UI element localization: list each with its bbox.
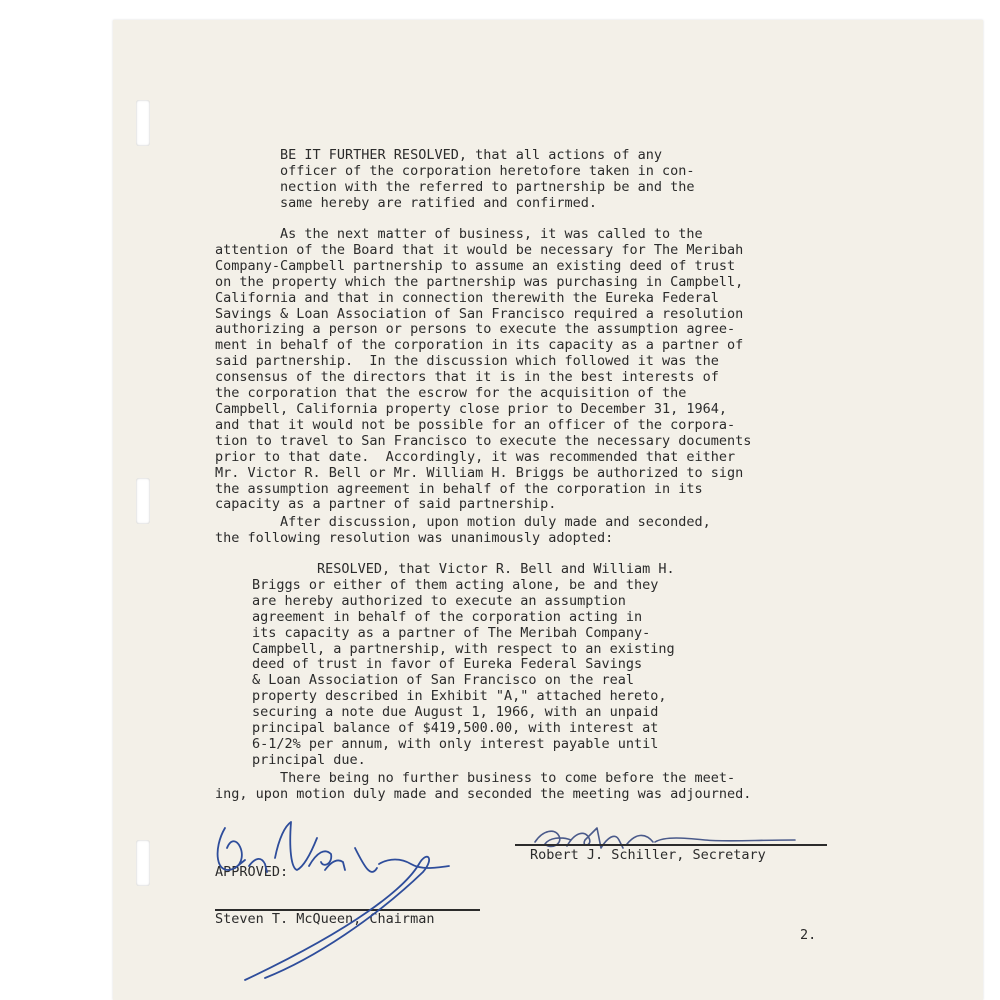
paragraph-after-discussion: After discussion, upon motion duly made and seconded, the following resolution was unanimously adopted: xyxy=(215,514,711,546)
paragraph-further-resolved: BE IT FURTHER RESOLVED, that all actions of any officer of the corporation heretofore taken in con- nection with the referred to partnership be and the same hereby are ratified and confirmed. xyxy=(280,147,695,211)
paragraph-adjourned: There being no further business to come before the meet- ing, upon motion duly made and seconded the meeting was adjourned. xyxy=(215,770,752,802)
paragraph-next-matter: As the next matter of business, it was called to the attention of the Board that it would be necessary for The Meribah Company-Campbell partnership to assume an existing deed of trust on the property which the partnership was purchasing in Campbell, California and that in connection therewith the Eureka Federal Savings & Loan Association of San Francisco required a resolution authorizing a person or persons to execute the assumption agree- ment in behalf of the corporation in its capacity as a partner of said partnership. In the discussion which followed it was the consensus of the directors that it is in the best interests of the corporation that the escrow for the acquisition of the Campbell, California property close prior to December 31, 1964, and that it would not be possible for an officer of the corpora- tion to travel to San Francisco to execute the necessary documents prior to that date. Accordingly, it was recommended that either Mr. Victor R. Bell or Mr. William H. Briggs be authorized to sign the assumption agreement in behalf of the corporation in its capacity as a partner of said partnership. xyxy=(215,226,752,513)
binder-hole xyxy=(136,840,150,886)
binder-hole xyxy=(136,478,150,524)
paragraph-resolved: RESOLVED, that Victor R. Bell and William H. Briggs or either of them acting alone, be and they are hereby authorized to execute an assumption agreement in behalf of the corporation acting in its capacity as a partner of The Meribah Company- Campbell, a partnership, with respect to an existing deed of trust in favor of Eureka Federal Savings & Loan Association of San Francisco on the real property described in Exhibit "A," attached hereto, securing a note due August 1, 1966, with an unpaid principal balance of $419,500.00, with interest at 6-1/2% per annum, with only interest payable until principal due. xyxy=(252,561,675,768)
chairman-signature xyxy=(205,808,475,988)
binder-hole xyxy=(136,100,150,146)
chairman-caption: Steven T. McQueen, Chairman xyxy=(215,911,435,927)
approved-label: APPROVED: xyxy=(215,864,289,880)
secretary-caption: Robert J. Schiller, Secretary xyxy=(530,847,766,863)
secretary-signature-line xyxy=(515,844,827,846)
page-number: 2. xyxy=(800,927,817,943)
